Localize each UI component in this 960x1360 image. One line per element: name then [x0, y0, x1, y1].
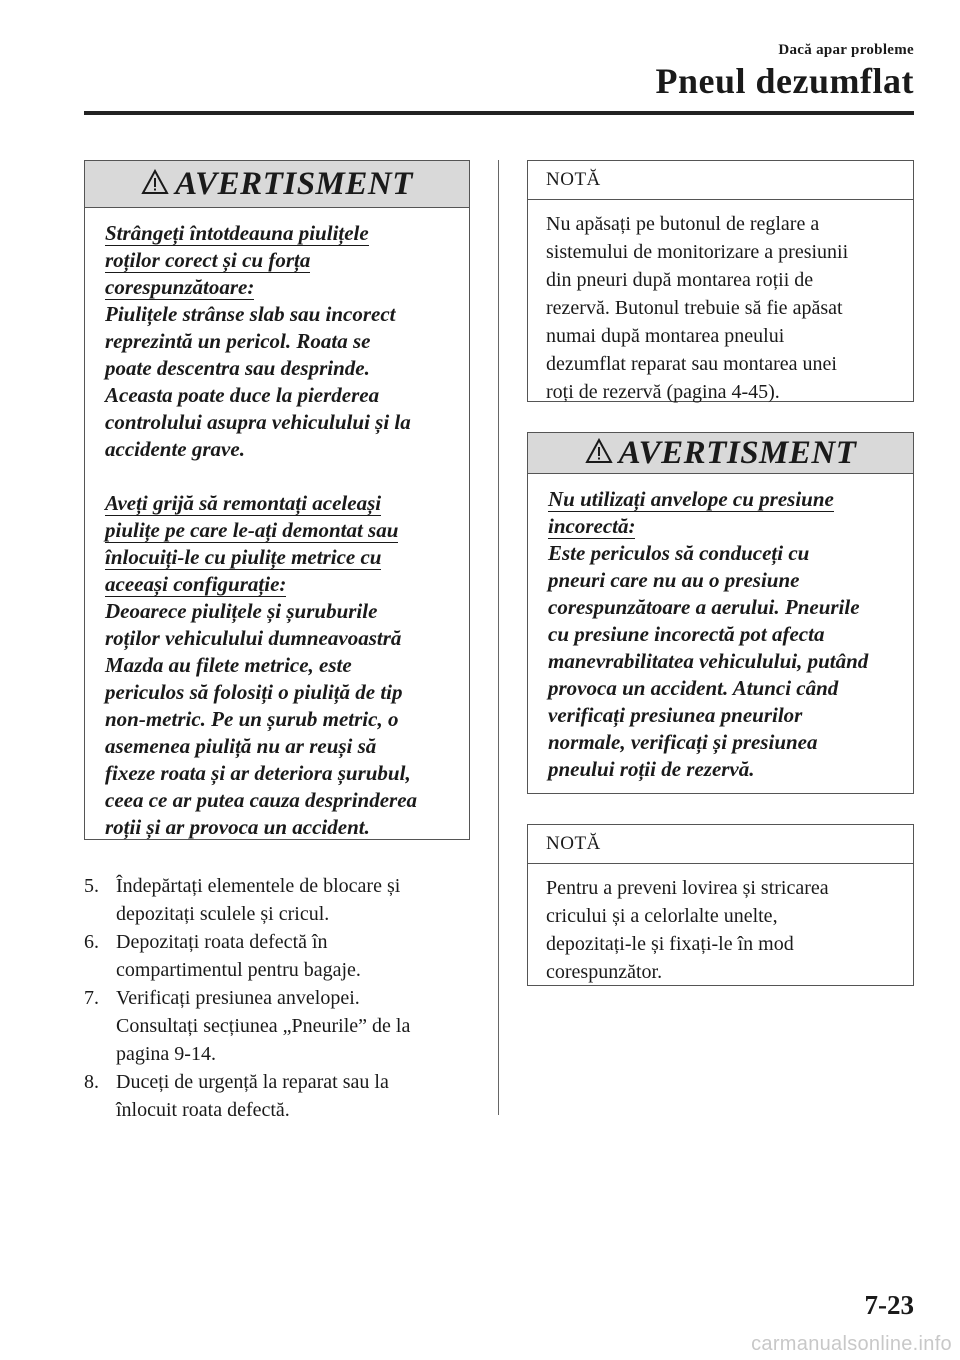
warning-text-line: corespunzătoare a aerului. Pneurile: [548, 595, 860, 619]
note-box-storage: [527, 824, 914, 986]
warning-title-line: corespunzătoare:: [105, 275, 255, 299]
warning-text-line: Aceasta poate duce la pierderea: [105, 383, 380, 407]
warning-text-line: provoca un accident. Atunci când: [548, 676, 839, 700]
header-rule: [84, 111, 914, 115]
step-text: Verificați presiunea anvelopei. Consultați secțiunea „Pneurile” de la pagina 9-14.: [116, 987, 411, 1065]
warning-box-tightening: [84, 160, 470, 840]
warning-title-line: Strângeți întotdeauna piulițele: [105, 221, 369, 245]
warning-heading-text: AVERTISMENT: [618, 434, 857, 471]
step-text: Duceți de urgență la reparat sau la înlocuit roata defectă.: [116, 1071, 389, 1121]
page-title: Pneul dezumflat: [655, 61, 914, 101]
section-label: Dacă apar probleme: [778, 42, 914, 58]
step-number: 6.: [84, 931, 99, 953]
column-divider: [498, 160, 499, 1115]
warning-triangle-icon: [141, 169, 169, 195]
warning-title-line: incorectă:: [548, 514, 636, 538]
warning-text-line: fixeze roata și ar deteriora șurubul,: [105, 761, 411, 785]
warning-title-line: aceeași configurație:: [105, 572, 287, 596]
warning-triangle-icon: [585, 438, 613, 464]
warning-heading: [85, 161, 469, 208]
warning-title-line: Nu utilizați anvelope cu presiune: [548, 487, 834, 511]
watermark: carmanualsonline.info: [751, 1333, 952, 1355]
step-text: Depozitați roata defectă în compartimentul pentru bagaje.: [116, 931, 361, 981]
warning-text-line: pneuri care nu au o presiune: [548, 568, 800, 592]
note-heading: NOTĂ: [528, 161, 913, 200]
warning-title-line: înlocuiți-le cu piulițe metrice cu: [105, 545, 382, 569]
list-item: [84, 984, 484, 1068]
warning-text-line: cu presiune incorectă pot afecta: [548, 622, 825, 646]
warning-text-line: accidente grave.: [105, 437, 245, 461]
note-body: Pentru a preveni lovirea și stricarea cricului și a celorlalte unelte, depozitați-le și fixați-le în mod corespunzător.: [546, 877, 829, 983]
list-item: [84, 1068, 484, 1124]
warning-heading: [528, 433, 913, 474]
warning-text-line: controlului asupra vehiculului și la: [105, 410, 411, 434]
warning-box-pressure: [527, 432, 914, 794]
warning-text-line: reprezintă un pericol. Roata se: [105, 329, 371, 353]
warning-text-line: non-metric. Pe un șurub metric, o: [105, 707, 399, 731]
warning-text-line: roților vehiculului dumneavoastră: [105, 626, 402, 650]
step-number: 8.: [84, 1071, 99, 1093]
steps-list: [84, 872, 484, 1124]
warning-heading-text: AVERTISMENT: [175, 165, 413, 202]
step-number: 7.: [84, 987, 99, 1009]
warning-text-line: roții și ar provoca un accident.: [105, 815, 370, 839]
note-heading: NOTĂ: [528, 825, 913, 864]
warning-body: [85, 208, 469, 855]
note-body: Nu apăsați pe butonul de reglare a sistemului de monitorizare a presiunii din pneuri după montarea roții de rezervă. Butonul trebuie să fie apăsat numai după montarea pneului dezumflat reparat sau montarea unei roți de rezervă (pagina 4-45).: [546, 213, 849, 403]
step-text: Îndepărtați elementele de blocare și depozitați sculele și cricul.: [116, 875, 401, 925]
step-number: 5.: [84, 875, 99, 897]
warning-text-line: poate descentra sau desprinde.: [105, 356, 370, 380]
page-number: 7-23: [864, 1290, 914, 1320]
warning-text-line: Mazda au filete metrice, este: [105, 653, 352, 677]
list-item: [84, 872, 484, 928]
warning-text-line: asemenea piuliță nu ar reuși să: [105, 734, 377, 758]
list-item: [84, 928, 484, 984]
warning-text-line: normale, verificați și presiunea: [548, 730, 818, 754]
warning-text-line: ceea ce ar putea cauza desprinderea: [105, 788, 418, 812]
warning-text-line: Este periculos să conduceți cu: [548, 541, 810, 565]
warning-title-line: piulițe pe care le-ați demontat sau: [105, 518, 399, 542]
warning-title-line: roților corect și cu forța: [105, 248, 311, 272]
warning-text-line: Deoarece piulițele și șuruburile: [105, 599, 378, 623]
note-box-tpms: [527, 160, 914, 402]
warning-text-line: manevrabilitatea vehiculului, putând: [548, 649, 869, 673]
warning-text-line: Piulițele strânse slab sau incorect: [105, 302, 396, 326]
warning-text-line: periculos să folosiți o piuliță de tip: [105, 680, 403, 704]
warning-body: [528, 474, 913, 797]
warning-title-line: Aveți grijă să remontați aceleași: [105, 491, 382, 515]
warning-text-line: pneului roții de rezervă.: [548, 757, 755, 781]
warning-text-line: verificați presiunea pneurilor: [548, 703, 803, 727]
